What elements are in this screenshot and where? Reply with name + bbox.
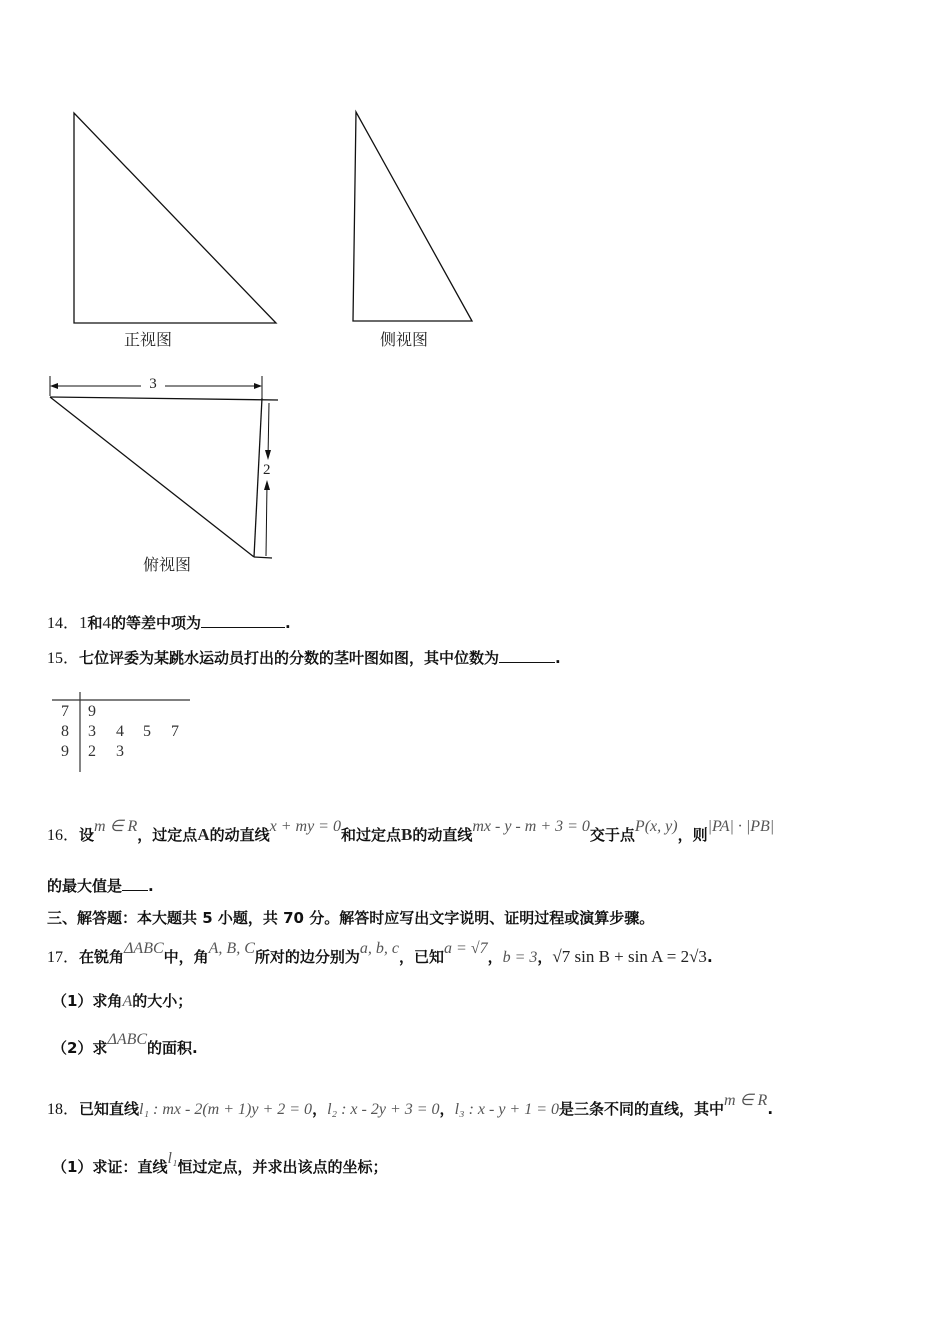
stem-8: 8 xyxy=(61,723,69,740)
question-16-cont: 的最大值是 . xyxy=(47,877,154,895)
question-14: 14．1和4的等差中项为 . xyxy=(47,613,291,632)
question-18-part-1: （1）求证：直线l₁恒过定点，并求出该点的坐标； xyxy=(52,1150,388,1176)
leaf: 4 xyxy=(116,723,124,740)
question-15: 15．七位评委为某跳水运动员打出的分数的茎叶图如图，其中位数为 . xyxy=(47,649,561,667)
front-view-caption: 正视图 xyxy=(124,330,173,349)
question-17: 17．在锐角ΔABC中，角A, B, C所对的边分别为a, b, c，已知a = √7，b = 3，√7 sin B + sin A = 2√3. xyxy=(47,940,713,966)
leaf: 3 xyxy=(88,723,96,740)
leaf: 2 xyxy=(88,743,96,760)
answer-blank[interactable] xyxy=(122,876,148,891)
section-3-heading: 三、解答题：本大题共 5 小题，共 70 分。解答时应写出文字说明、证明过程或演算步骤。 xyxy=(47,909,655,927)
depth-dimension-label: 2 xyxy=(263,462,271,478)
leaf: 9 xyxy=(88,703,96,720)
question-17-part-2: （2）求ΔABC的面积. xyxy=(52,1031,198,1057)
question-17-part-1: （1）求角A的大小； xyxy=(52,992,193,1010)
question-18: 18．已知直线l₁ : mx - 2(m + 1)y + 2 = 0，l₂ : x - 2y + 3 = 0，l₃ : x - y + 1 = 0是三条不同的直线，其中m ∈ R. xyxy=(47,1092,774,1118)
leaf: 5 xyxy=(143,723,151,740)
leaf: 3 xyxy=(116,743,124,760)
stem-7: 7 xyxy=(61,703,69,720)
width-dimension-label: 3 xyxy=(149,376,157,392)
stem-9: 9 xyxy=(61,743,69,760)
top-view-caption: 俯视图 xyxy=(143,555,192,574)
side-view-caption: 侧视图 xyxy=(380,330,429,349)
question-16: 16．设m ∈ R，过定点A的动直线x + my = 0和过定点B的动直线mx - y - m + 3 = 0交于点P(x, y)，则|PA| · |PB| xyxy=(47,818,775,844)
leaf: 7 xyxy=(171,723,179,740)
